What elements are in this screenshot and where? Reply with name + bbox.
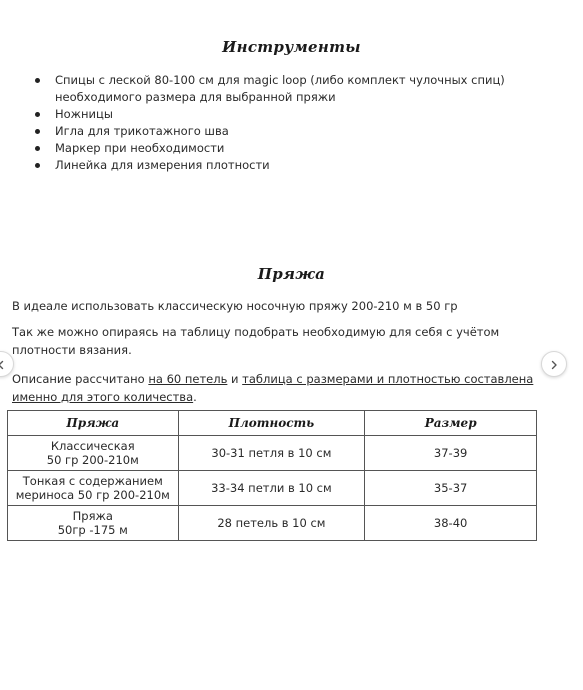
yarn-recommendation-text: В идеале использовать классическую носочную пряжу 200-210 м в 50 гр — [12, 299, 458, 313]
chevron-left-icon — [0, 355, 6, 374]
density-cell: 30-31 петля в 10 см — [178, 436, 365, 471]
note-part-underlined: на 60 петель — [148, 372, 228, 386]
yarn-cell-line: Тонкая с содержанием — [22, 474, 163, 488]
yarn-cell — [8, 471, 179, 506]
yarn-size-table — [7, 410, 537, 541]
yarn-table-hint-text: Так же можно опираясь на таблицу подобрать необходимую для себя с учётом плотности вязания. — [12, 325, 500, 357]
note-part-underlined: таблица с размерами и плотностью составлена именно для этого количества — [12, 372, 534, 404]
list-item: Ножницы — [34, 106, 554, 123]
size-cell: 35-37 — [365, 471, 537, 506]
note-part: Описание рассчитано — [12, 372, 149, 386]
density-cell: 33-34 петли в 10 см — [178, 471, 365, 506]
yarn-cell-line: 50гр -175 м — [57, 523, 128, 537]
list-item: Игла для трикотажного шва — [34, 123, 554, 140]
table-header-row — [8, 411, 537, 436]
list-item: Маркер при необходимости — [34, 140, 554, 157]
description-note-text — [12, 370, 557, 406]
table-header-yarn: Пряжа — [8, 411, 179, 436]
density-cell: 28 петель в 10 см — [178, 506, 365, 541]
table-row — [8, 471, 537, 506]
table-header-density: Плотность — [178, 411, 365, 436]
table-row — [8, 436, 537, 471]
yarn-cell-line: Пряжа — [72, 509, 113, 523]
table-row — [8, 506, 537, 541]
note-part: и — [227, 372, 243, 386]
yarn-cell-line: мериноса 50 гр 200-210м — [15, 488, 170, 502]
list-item: Линейка для измерения плотности — [34, 157, 554, 174]
list-item: Спицы с леской 80-100 см для magic loop (либо комплект чулочных спиц) необходимого размера для выбранной пряжи — [34, 72, 554, 106]
yarn-heading: Пряжа — [257, 265, 326, 283]
tools-heading: Инструменты — [222, 38, 361, 56]
tools-list — [34, 72, 554, 174]
carousel-next-button[interactable] — [541, 351, 567, 377]
yarn-cell-line: Классическая — [50, 439, 135, 453]
yarn-cell — [8, 436, 179, 471]
table-header-size: Размер — [365, 411, 537, 436]
size-cell: 37-39 — [365, 436, 537, 471]
size-cell: 38-40 — [365, 506, 537, 541]
chevron-right-icon — [549, 355, 559, 374]
yarn-cell-line: 50 гр 200-210м — [46, 453, 139, 467]
yarn-cell — [8, 506, 179, 541]
note-part: . — [193, 390, 197, 404]
